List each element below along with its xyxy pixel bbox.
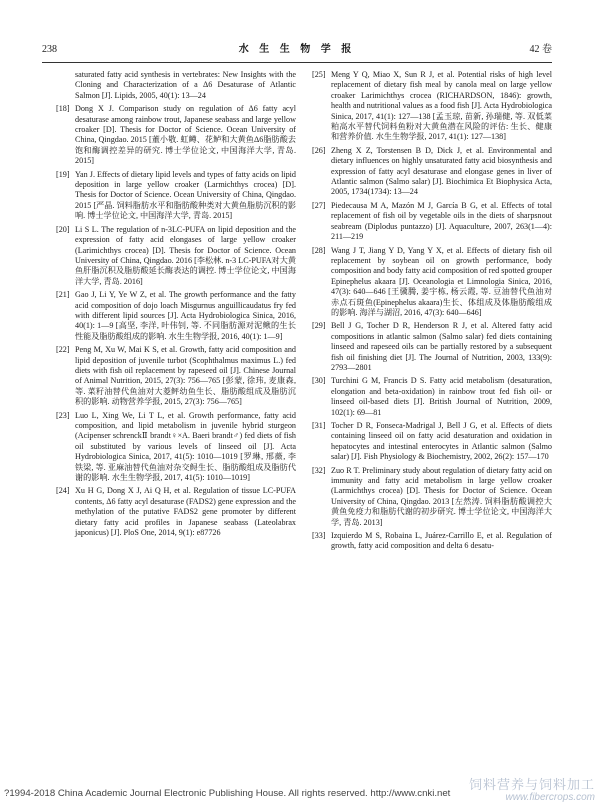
- reference-item: [314, 246, 552, 319]
- reference-text: Bell J G, Tocher D R, Henderson R J, et al. Altered fatty acid compositions in atlantic salmon (Salmo salar) fed diets containing linseed and rapeseed oils can be partially restored by a subsequent fish oil finishing diet [J]. The Journal of Nutrition, 2003, 133(9): 2793—2801: [331, 321, 552, 372]
- reference-text: Dong X J. Comparison study on regulation of Δ6 fatty acyl desaturase among rainbow trout, Japanese seabass and large yellow croaker [D]. Thesis for Doctor of Science. Ocean University of China, Qingdao. 2015 [董小敬. 虹鳟、花鲈和大黄鱼Δ6脂肪酸去饱和酶调控差异的研究. 博士学位论文, 中国海洋大学, 青岛. 2015]: [75, 104, 296, 166]
- reference-item: [314, 466, 552, 528]
- reference-item: [58, 70, 296, 101]
- reference-item: [58, 104, 296, 166]
- volume-label: 42 卷: [529, 44, 552, 55]
- reference-number: [25]: [312, 70, 326, 79]
- reference-item: [58, 411, 296, 484]
- reference-number: [24]: [56, 486, 70, 496]
- reference-number: [26]: [312, 145, 326, 155]
- reference-item: [314, 321, 552, 373]
- reference-text: Wang J T, Jiang Y D, Yang Y X, et al. Effects of dietary fish oil replacement by soybean oil on growth performance, body composition and body fatty acid composition of red spotted grouper Epinephelus akaara [J]. Oceanologia et Limnologia Sinica, 2016, 47(3): 640—646 [王骥腾, 姜宇栋, 杨云霞, 等. 豆油替代鱼油对赤点石斑鱼(Epinephelus akaara)生长、体组成及体脂肪酸组成的影响. 海洋与湖沼, 2016, 47(3): 640—646]: [331, 245, 552, 317]
- reference-text: Piedecausa M A, Mazón M J, García B G, et al. Effects of total replacement of fish oil by vegetable oils in the diets of sharpsnout seabream (Diplodus puntazzo) [J]. Aquaculture, 2007, 263(1—4): 211—219: [331, 200, 552, 242]
- reference-number: [29]: [312, 321, 326, 331]
- reference-number: [28]: [312, 245, 326, 255]
- reference-text: Yan J. Effects of dietary lipid levels and types of fatty acids on lipid deposition in large yellow croaker (Larmichthys crocea) [D]. Thesis for Doctor of Science. Ocean University of China, Qingdao. 2015 [严晶. 饲料脂肪水平和脂肪酸种类对大黄鱼脂肪沉积的影响. 博士学位论文, 中国海洋大学, 青岛. 2015]: [75, 169, 296, 221]
- reference-number: [18]: [56, 104, 70, 114]
- reference-item: [58, 345, 296, 407]
- reference-text: saturated fatty acid synthesis in vertebrates: New Insights with the Cloning and Characterization of a Δ6 Desaturase of Atlantic Salmon [J]. Lipids, 2005, 40(1): 13—24: [75, 70, 296, 100]
- running-header: [42, 42, 552, 58]
- reference-text: Zheng X Z, Torstensen B D, Dick J, et al. Environmental and dietary influences on highly unsaturated fatty acid biosynthesis and expression of fatty acyl desaturase and elongase genes in liver of Atlantic salmon (Salmo salar) [J]. Biochimica Et Biophysica Acta, 2005, 1734(1734): 13—24: [331, 145, 552, 197]
- reference-item: [58, 486, 296, 538]
- reference-text: Turchini G M, Francis D S. Fatty acid metabolism (desaturation, elongation and beta-oxidation) in rainbow trout fed fish oil- or linseed oil-based diets [J]. British Journal of Nutrition, 2009, 102(1): 69—81: [331, 376, 552, 417]
- reference-number: [19]: [56, 169, 70, 179]
- reference-number: [20]: [56, 224, 70, 234]
- watermark: [438, 778, 595, 806]
- reference-text: Izquierdo M S, Robaina L, Juárez-Carrillo E, et al. Regulation of growth, fatty acid composition and delta 6 desatu-: [331, 531, 552, 551]
- reference-number: [31]: [312, 421, 326, 430]
- reference-number: [21]: [56, 290, 70, 300]
- reference-text: Zuo R T. Preliminary study about regulation of dietary fatty acid on immunity and fatty acid metabolism in large yellow croaker (Larmichthys crocea) [D]. Thesis for Doctor of Science. Ocean University of China, Qingdao. 2013 [左然涛. 饲料脂肪酸调控大黄鱼免疫力和脂肪代谢的初步研究. 博士学位论文, 中国海洋大学, 青岛. 2013]: [331, 465, 552, 527]
- reference-number: [22]: [56, 345, 70, 355]
- journal-title: 水 生 生 物 学 报: [238, 44, 356, 55]
- reference-text: Meng Y Q, Miao X, Sun R J, et al. Potential risks of high level replacement of dietary fish meal by canola meal on large yellow croaker Larimichthys crocea (RICHARDSON, 1846): growth, health and nutritional values as a food fish [J]. Acta Hydrobiologica Sinica, 2017, 41(1): 127—138 [孟玉琼, 苗新, 孙瑞健, 等. 双低菜粕高水平替代饲料鱼粉对大黄鱼潜在风险的评估: 生长、健康和营养价值. 水生生物学报, 2017, 41(1): 127—138]: [331, 70, 552, 142]
- reference-item: [314, 376, 552, 418]
- reference-item: [314, 531, 552, 552]
- reference-item: [314, 201, 552, 243]
- reference-number: [33]: [312, 531, 326, 541]
- reference-text: Gao J, Li Y, Ye W Z, et al. The growth performance and the fatty acid composition of dojo loach Misgurnus anguillicaudatus fry fed with different lipid sources [J]. Acta Hydrobiologica Sinica, 2016, 40(1): 1—9 [高坚, 李洋, 叶伟钊, 等. 不同脂肪源对泥鳅的生长性能及脂肪酸组成的影响. 水生生物学报, 2016, 40(1): 1—9]: [75, 290, 296, 341]
- reference-item: [314, 70, 552, 143]
- reference-item: [58, 170, 296, 222]
- reference-text: Luo L, Xing We, Li T L, et al. Growth performance, fatty acid composition, and lipid metabolism in juvenile hybrid sturgeon (Acipenser schrenckⅡ brandt♀×A. Baeri brandt♂) fed diets of fish oil substituted by various levels of linseed oil [J]. Acta Hydrobiologica Sinica, 2017, 41(5): 1010—1019 [罗琳, 邢薇, 李铁梁, 等. 亚麻油替代鱼油对杂交鲟生长、脂肪酸组成及脂肪代谢的影响. 水生生物学报, 2017, 41(5): 1010—1019]: [75, 410, 296, 483]
- header-rule: [42, 62, 552, 63]
- reference-text: Li S L. The regulation of n-3LC-PUFA on lipid deposition and the expression of fatty acid elongases of large yellow croaker (Larimichthys crocea) [D]. Thesis for Doctor of Science. Ocean University of China, Qingdao. 2016 [李松林. n-3 LC-PUFA对大黄鱼肝脂沉积及脂肪酸延长酶表达的调控. 博士学位论文, 中国海洋大学, 青岛. 2016]: [75, 224, 296, 286]
- reference-number: [32]: [312, 465, 326, 475]
- reference-number: [27]: [312, 200, 326, 210]
- reference-item: [58, 225, 296, 287]
- reference-item: [314, 146, 552, 198]
- reference-text: Tocher D R, Fonseca-Madrigal J, Bell J G, et al. Effects of diets containing linseed oil on fatty acid desaturation and oxidation in hepatocytes and intestinal enterocytes in Atlantic salmon (Salmo salar) [J]. Fish Physiology & Biochemistry, 2002, 26(2): 157—170: [331, 421, 552, 462]
- copyright-footer: ?1994-2018 China Academic Journal Electronic Publishing House. All rights reserved. http://www.cnki.net: [4, 788, 451, 799]
- reference-number: [30]: [312, 376, 326, 386]
- reference-number: [23]: [56, 410, 70, 420]
- watermark-name: 饲料营养与饲料加工: [468, 777, 595, 792]
- watermark-url: www.fibercrops.com: [505, 792, 595, 803]
- reference-text: Peng M, Xu W, Mai K S, et al. Growth, fatty acid composition and lipid deposition of juvenile turbot (Scophthalmus maximus L.) fed diets with fish oil replacement by rapeseed oil [J]. Chinese Journal of Animal Nutrition, 2015, 27(3): 756—765 [彭蒙, 徐玮, 麦康森, 等. 菜籽油替代鱼油对大菱鲆幼鱼生长、脂肪酸组成及脂肪沉积的影响. 动物营养学报, 2015, 27(3): 756—765]: [75, 345, 296, 407]
- reference-column-right: [314, 70, 552, 555]
- reference-item: [314, 421, 552, 463]
- reference-text: Xu H G, Dong X J, Ai Q H, et al. Regulation of tissue LC-PUFA contents, Δ6 fatty acyl desaturase (FADS2) gene expression and the methylation of the putative FADS2 gene promoter by different dietary fatty acid profiles in Japanese seabass (Lateolabrax japonicus) [J]. PloS One, 2014, 9(1): e87726: [75, 486, 296, 538]
- reference-item: [58, 290, 296, 342]
- reference-column-left: [58, 70, 296, 541]
- page-number: 238: [42, 44, 57, 55]
